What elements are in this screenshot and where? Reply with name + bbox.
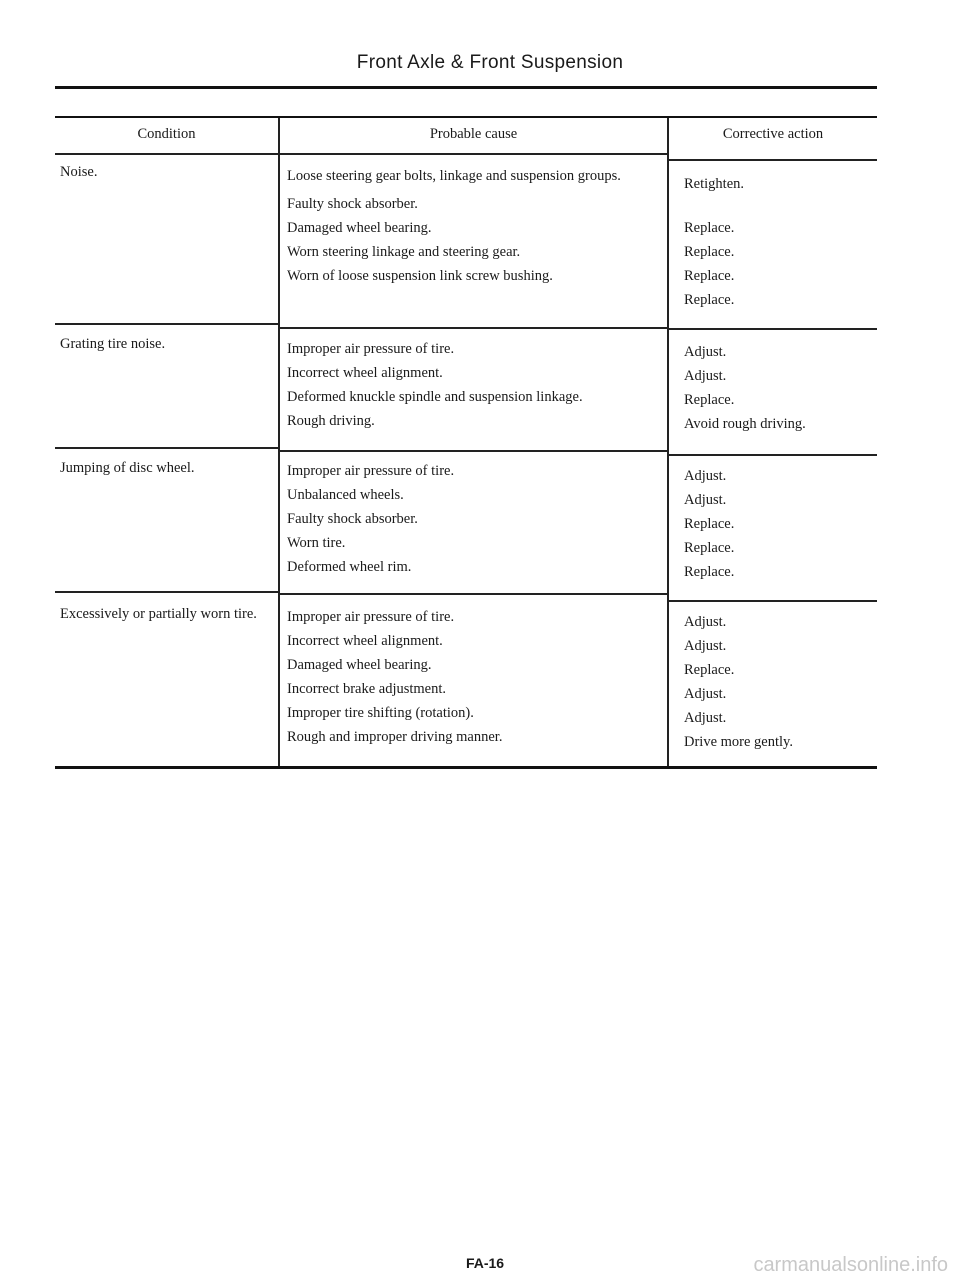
actions-jumping-disc-wheel	[684, 464, 874, 584]
row-divider	[280, 327, 667, 329]
cause-item: Faulty shock absorber.	[287, 511, 418, 527]
cause-item: Deformed wheel rim.	[287, 559, 412, 575]
header-corrective-action: Corrective action	[722, 126, 824, 142]
bottom-rule	[55, 766, 877, 769]
condition-noise: Noise.	[60, 164, 98, 180]
cause-item: Improper air pressure of tire.	[287, 609, 455, 625]
action-item: Replace.	[684, 516, 735, 532]
column-divider	[278, 118, 280, 766]
cause-item: Damaged wheel bearing.	[287, 220, 432, 236]
cause-item: Incorrect wheel alignment.	[287, 633, 443, 649]
row-divider	[669, 600, 877, 602]
cause-item: Improper tire shifting (rotation).	[287, 705, 474, 721]
watermark: carmanualsonline.info	[753, 1254, 948, 1276]
cause-item: Rough and improper driving manner.	[287, 729, 503, 745]
row-divider	[280, 593, 667, 595]
cause-item: Worn tire.	[287, 535, 346, 551]
condition-grating-tire-noise: Grating tire noise.	[60, 336, 166, 352]
page-number: FA-16	[465, 1255, 505, 1271]
condition-worn-tire: Excessively or partially worn tire.	[60, 606, 257, 622]
row-divider	[280, 450, 667, 452]
action-item: Replace.	[684, 540, 735, 556]
action-item: Replace.	[684, 244, 735, 260]
causes-noise	[287, 168, 657, 288]
action-item: Replace.	[684, 220, 735, 236]
action-item: Adjust.	[684, 344, 727, 360]
column-divider	[667, 118, 669, 766]
cause-item: Deformed knuckle spindle and suspension linkage.	[287, 389, 583, 405]
actions-noise	[684, 172, 874, 312]
cause-item: Incorrect wheel alignment.	[287, 365, 443, 381]
action-item: Adjust.	[684, 492, 727, 508]
action-item: Replace.	[684, 392, 735, 408]
row-divider	[55, 447, 278, 449]
header-condition: Condition	[137, 126, 196, 142]
header-rule	[55, 116, 877, 118]
cause-item: Improper air pressure of tire.	[287, 463, 455, 479]
action-item: Adjust.	[684, 710, 727, 726]
action-item: Avoid rough driving.	[684, 416, 806, 432]
cause-item: Improper air pressure of tire.	[287, 341, 455, 357]
cause-item: Worn of loose suspension link screw bushing.	[287, 268, 553, 284]
action-item: Replace.	[684, 268, 735, 284]
cause-item: Unbalanced wheels.	[287, 487, 404, 503]
action-item: Adjust.	[684, 638, 727, 654]
header-underline	[55, 153, 278, 155]
action-item: Replace.	[684, 292, 735, 308]
action-item: Adjust.	[684, 686, 727, 702]
row-divider	[669, 454, 877, 456]
action-item: Adjust.	[684, 368, 727, 384]
cause-item: Faulty shock absorber.	[287, 196, 418, 212]
header-probable-cause: Probable cause	[429, 126, 518, 142]
row-divider	[55, 591, 278, 593]
cause-item: Worn steering linkage and steering gear.	[287, 244, 521, 260]
cause-item: Damaged wheel bearing.	[287, 657, 432, 673]
causes-worn-tire	[287, 605, 657, 749]
condition-jumping-disc-wheel: Jumping of disc wheel.	[60, 460, 195, 476]
top-rule	[55, 86, 877, 89]
action-item: Replace.	[684, 564, 735, 580]
causes-grating-tire-noise	[287, 337, 657, 433]
row-divider	[55, 323, 278, 325]
action-item: Adjust.	[684, 468, 727, 484]
header-underline	[280, 153, 667, 155]
cause-item: Incorrect brake adjustment.	[287, 681, 447, 697]
actions-worn-tire	[684, 610, 874, 754]
action-item: Replace.	[684, 662, 735, 678]
action-item: Adjust.	[684, 614, 727, 630]
cause-item: Loose steering gear bolts, linkage and suspension groups.	[287, 168, 621, 184]
action-item: Drive more gently.	[684, 734, 793, 750]
actions-grating-tire-noise	[684, 340, 874, 436]
page-title: Front Axle & Front Suspension	[356, 52, 624, 73]
header-underline	[669, 159, 877, 161]
causes-jumping-disc-wheel	[287, 459, 657, 579]
action-item: Retighten.	[684, 176, 745, 192]
row-divider	[669, 328, 877, 330]
cause-item: Rough driving.	[287, 413, 375, 429]
